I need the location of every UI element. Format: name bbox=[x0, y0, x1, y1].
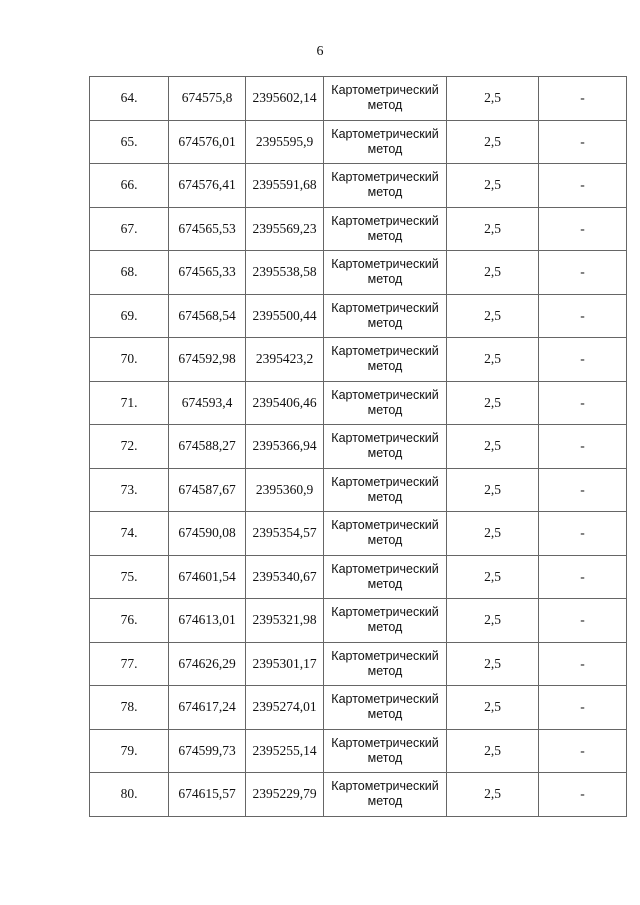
note-cell: - bbox=[539, 251, 627, 295]
page-number: 6 bbox=[316, 44, 324, 59]
point-number-cell: 64. bbox=[90, 77, 169, 121]
y-coordinate-cell: 2395423,2 bbox=[246, 338, 324, 382]
note-cell: - bbox=[539, 599, 627, 643]
accuracy-cell: 2,5 bbox=[447, 468, 539, 512]
accuracy-cell: 2,5 bbox=[447, 164, 539, 208]
x-coordinate-cell: 674626,29 bbox=[169, 642, 246, 686]
table-row bbox=[90, 251, 627, 295]
table-row bbox=[90, 164, 627, 208]
note-cell: - bbox=[539, 512, 627, 556]
method-cell: Картометрический метод bbox=[324, 555, 447, 599]
point-number-cell: 79. bbox=[90, 729, 169, 773]
y-coordinate-cell: 2395569,23 bbox=[246, 207, 324, 251]
y-coordinate-cell: 2395500,44 bbox=[246, 294, 324, 338]
point-number-cell: 72. bbox=[90, 425, 169, 469]
x-coordinate-cell: 674592,98 bbox=[169, 338, 246, 382]
method-cell: Картометрический метод bbox=[324, 729, 447, 773]
note-cell: - bbox=[539, 425, 627, 469]
table-row bbox=[90, 599, 627, 643]
method-cell: Картометрический метод bbox=[324, 468, 447, 512]
point-number-cell: 66. bbox=[90, 164, 169, 208]
x-coordinate-cell: 674568,54 bbox=[169, 294, 246, 338]
method-cell: Картометрический метод bbox=[324, 294, 447, 338]
accuracy-cell: 2,5 bbox=[447, 77, 539, 121]
accuracy-cell: 2,5 bbox=[447, 381, 539, 425]
accuracy-cell: 2,5 bbox=[447, 686, 539, 730]
x-coordinate-cell: 674599,73 bbox=[169, 729, 246, 773]
note-cell: - bbox=[539, 686, 627, 730]
note-cell: - bbox=[539, 642, 627, 686]
table-row bbox=[90, 120, 627, 164]
point-number-cell: 68. bbox=[90, 251, 169, 295]
point-number-cell: 71. bbox=[90, 381, 169, 425]
x-coordinate-cell: 674617,24 bbox=[169, 686, 246, 730]
method-cell: Картометрический метод bbox=[324, 381, 447, 425]
accuracy-cell: 2,5 bbox=[447, 773, 539, 817]
y-coordinate-cell: 2395321,98 bbox=[246, 599, 324, 643]
method-cell: Картометрический метод bbox=[324, 512, 447, 556]
point-number-cell: 73. bbox=[90, 468, 169, 512]
x-coordinate-cell: 674576,41 bbox=[169, 164, 246, 208]
x-coordinate-cell: 674565,33 bbox=[169, 251, 246, 295]
table-row bbox=[90, 555, 627, 599]
y-coordinate-cell: 2395366,94 bbox=[246, 425, 324, 469]
point-number-cell: 70. bbox=[90, 338, 169, 382]
point-number-cell: 75. bbox=[90, 555, 169, 599]
method-cell: Картометрический метод bbox=[324, 77, 447, 121]
accuracy-cell: 2,5 bbox=[447, 120, 539, 164]
accuracy-cell: 2,5 bbox=[447, 642, 539, 686]
accuracy-cell: 2,5 bbox=[447, 251, 539, 295]
point-number-cell: 76. bbox=[90, 599, 169, 643]
note-cell: - bbox=[539, 773, 627, 817]
accuracy-cell: 2,5 bbox=[447, 729, 539, 773]
note-cell: - bbox=[539, 468, 627, 512]
y-coordinate-cell: 2395595,9 bbox=[246, 120, 324, 164]
y-coordinate-cell: 2395538,58 bbox=[246, 251, 324, 295]
note-cell: - bbox=[539, 555, 627, 599]
accuracy-cell: 2,5 bbox=[447, 338, 539, 382]
x-coordinate-cell: 674615,57 bbox=[169, 773, 246, 817]
point-number-cell: 69. bbox=[90, 294, 169, 338]
method-cell: Картометрический метод bbox=[324, 773, 447, 817]
x-coordinate-cell: 674565,53 bbox=[169, 207, 246, 251]
x-coordinate-cell: 674593,4 bbox=[169, 381, 246, 425]
note-cell: - bbox=[539, 77, 627, 121]
y-coordinate-cell: 2395255,14 bbox=[246, 729, 324, 773]
note-cell: - bbox=[539, 164, 627, 208]
point-number-cell: 78. bbox=[90, 686, 169, 730]
point-number-cell: 65. bbox=[90, 120, 169, 164]
y-coordinate-cell: 2395360,9 bbox=[246, 468, 324, 512]
x-coordinate-cell: 674575,8 bbox=[169, 77, 246, 121]
method-cell: Картометрический метод bbox=[324, 207, 447, 251]
table-row bbox=[90, 773, 627, 817]
y-coordinate-cell: 2395354,57 bbox=[246, 512, 324, 556]
method-cell: Картометрический метод bbox=[324, 599, 447, 643]
note-cell: - bbox=[539, 338, 627, 382]
table-row bbox=[90, 686, 627, 730]
y-coordinate-cell: 2395406,46 bbox=[246, 381, 324, 425]
x-coordinate-cell: 674588,27 bbox=[169, 425, 246, 469]
y-coordinate-cell: 2395340,67 bbox=[246, 555, 324, 599]
note-cell: - bbox=[539, 729, 627, 773]
accuracy-cell: 2,5 bbox=[447, 599, 539, 643]
table-row bbox=[90, 207, 627, 251]
x-coordinate-cell: 674587,67 bbox=[169, 468, 246, 512]
table-row bbox=[90, 512, 627, 556]
method-cell: Картометрический метод bbox=[324, 686, 447, 730]
note-cell: - bbox=[539, 207, 627, 251]
point-number-cell: 67. bbox=[90, 207, 169, 251]
point-number-cell: 74. bbox=[90, 512, 169, 556]
method-cell: Картометрический метод bbox=[324, 120, 447, 164]
table-row bbox=[90, 381, 627, 425]
x-coordinate-cell: 674590,08 bbox=[169, 512, 246, 556]
table-row bbox=[90, 294, 627, 338]
method-cell: Картометрический метод bbox=[324, 338, 447, 382]
note-cell: - bbox=[539, 381, 627, 425]
method-cell: Картометрический метод bbox=[324, 251, 447, 295]
coordinates-table-body bbox=[90, 77, 627, 817]
coordinates-table bbox=[89, 76, 627, 817]
accuracy-cell: 2,5 bbox=[447, 555, 539, 599]
method-cell: Картометрический метод bbox=[324, 425, 447, 469]
y-coordinate-cell: 2395274,01 bbox=[246, 686, 324, 730]
y-coordinate-cell: 2395602,14 bbox=[246, 77, 324, 121]
method-cell: Картометрический метод bbox=[324, 642, 447, 686]
accuracy-cell: 2,5 bbox=[447, 207, 539, 251]
table-row bbox=[90, 77, 627, 121]
accuracy-cell: 2,5 bbox=[447, 512, 539, 556]
y-coordinate-cell: 2395591,68 bbox=[246, 164, 324, 208]
x-coordinate-cell: 674601,54 bbox=[169, 555, 246, 599]
accuracy-cell: 2,5 bbox=[447, 425, 539, 469]
table-row bbox=[90, 642, 627, 686]
table-row bbox=[90, 729, 627, 773]
y-coordinate-cell: 2395301,17 bbox=[246, 642, 324, 686]
table-row bbox=[90, 425, 627, 469]
method-cell: Картометрический метод bbox=[324, 164, 447, 208]
x-coordinate-cell: 674613,01 bbox=[169, 599, 246, 643]
y-coordinate-cell: 2395229,79 bbox=[246, 773, 324, 817]
note-cell: - bbox=[539, 120, 627, 164]
accuracy-cell: 2,5 bbox=[447, 294, 539, 338]
point-number-cell: 80. bbox=[90, 773, 169, 817]
note-cell: - bbox=[539, 294, 627, 338]
x-coordinate-cell: 674576,01 bbox=[169, 120, 246, 164]
point-number-cell: 77. bbox=[90, 642, 169, 686]
table-row bbox=[90, 338, 627, 382]
table-row bbox=[90, 468, 627, 512]
